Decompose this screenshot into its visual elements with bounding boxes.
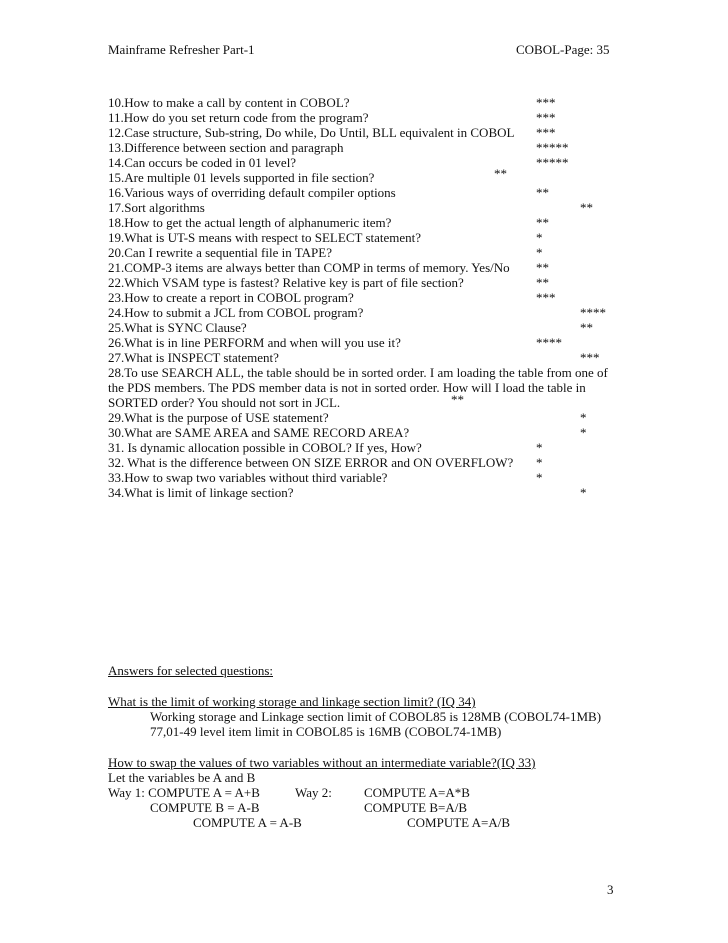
difficulty-stars: ***** bbox=[536, 155, 569, 170]
question-item: 11.How do you set return code from the program? bbox=[108, 110, 369, 125]
running-header-title: Mainframe Refresher Part-1 bbox=[108, 42, 255, 57]
difficulty-stars: **** bbox=[536, 335, 562, 350]
question-item: 20.Can I rewrite a sequential file in TAPE? bbox=[108, 245, 332, 260]
difficulty-stars: * bbox=[536, 230, 543, 245]
difficulty-stars: *** bbox=[536, 110, 556, 125]
difficulty-stars: * bbox=[536, 470, 543, 485]
question-item: 16.Various ways of overriding default compiler options bbox=[108, 185, 396, 200]
question-item: 14.Can occurs be coded in 01 level? bbox=[108, 155, 297, 170]
question-item: 10.How to make a call by content in COBOL? bbox=[108, 95, 350, 110]
difficulty-stars: ** bbox=[580, 320, 593, 335]
answer-2-intro: Let the variables be A and B bbox=[108, 770, 256, 785]
difficulty-stars: ** bbox=[536, 185, 549, 200]
question-28-line-3: SORTED order? You should not sort in JCL. bbox=[108, 395, 341, 410]
difficulty-stars: ** bbox=[536, 215, 549, 230]
question-item: 33.How to swap two variables without third variable? bbox=[108, 470, 388, 485]
question-28-line-2: the PDS members. The PDS member data is not in sorted order. How will I load the table in bbox=[108, 380, 586, 395]
difficulty-stars: ** bbox=[580, 200, 593, 215]
question-item: 12.Case structure, Sub-string, Do while, Do Until, BLL equivalent in COBOL bbox=[108, 125, 515, 140]
difficulty-stars: * bbox=[536, 440, 543, 455]
way-2-line-2: COMPUTE B=A/B bbox=[364, 800, 468, 815]
difficulty-stars: *** bbox=[536, 95, 556, 110]
difficulty-stars: * bbox=[580, 425, 587, 440]
difficulty-stars: * bbox=[536, 455, 543, 470]
question-item: 15.Are multiple 01 levels supported in file section? bbox=[108, 170, 375, 185]
question-28-line-1: 28.To use SEARCH ALL, the table should be in sorted order. I am loading the table from one of bbox=[108, 365, 608, 380]
difficulty-stars: *** bbox=[580, 350, 600, 365]
question-item: 23.How to create a report in COBOL program? bbox=[108, 290, 354, 305]
page-number: 3 bbox=[607, 882, 614, 897]
difficulty-stars: * bbox=[580, 410, 587, 425]
question-item: 22.Which VSAM type is fastest? Relative key is part of file section? bbox=[108, 275, 464, 290]
question-item: 32. What is the difference between ON SIZE ERROR and ON OVERFLOW? bbox=[108, 455, 514, 470]
question-item: 21.COMP-3 items are always better than COMP in terms of memory. Yes/No bbox=[108, 260, 510, 275]
difficulty-stars: * bbox=[536, 245, 543, 260]
answers-heading: Answers for selected questions: bbox=[108, 663, 273, 678]
question-item: 18.How to get the actual length of alphanumeric item? bbox=[108, 215, 392, 230]
question-item: 29.What is the purpose of USE statement? bbox=[108, 410, 329, 425]
way-1-line-1: Way 1: COMPUTE A = A+B bbox=[108, 785, 260, 800]
way-2-line-3: COMPUTE A=A/B bbox=[407, 815, 511, 830]
question-item: 27.What is INSPECT statement? bbox=[108, 350, 279, 365]
question-item: 31. Is dynamic allocation possible in COBOL? If yes, How? bbox=[108, 440, 422, 455]
question-item: 24.How to submit a JCL from COBOL program? bbox=[108, 305, 364, 320]
answer-1-line-2: 77,01-49 level item limit in COBOL85 is 16MB (COBOL74-1MB) bbox=[150, 724, 502, 739]
difficulty-stars: **** bbox=[580, 305, 606, 320]
way-1-line-3: COMPUTE A = A-B bbox=[193, 815, 302, 830]
question-item: 25.What is SYNC Clause? bbox=[108, 320, 247, 335]
difficulty-stars: *** bbox=[536, 125, 556, 140]
question-item: 13.Difference between section and paragraph bbox=[108, 140, 344, 155]
question-item: 34.What is limit of linkage section? bbox=[108, 485, 294, 500]
difficulty-stars: * bbox=[580, 485, 587, 500]
answer-1-question: What is the limit of working storage and linkage section limit? (IQ 34) bbox=[108, 694, 476, 709]
difficulty-stars: ***** bbox=[536, 140, 569, 155]
answer-2-question: How to swap the values of two variables without an intermediate variable?(IQ 33) bbox=[108, 755, 536, 770]
running-header-page: COBOL-Page: 35 bbox=[516, 42, 610, 57]
question-item: 19.What is UT-S means with respect to SELECT statement? bbox=[108, 230, 422, 245]
way-2-line-1: COMPUTE A=A*B bbox=[364, 785, 470, 800]
way-1-line-2: COMPUTE B = A-B bbox=[150, 800, 260, 815]
difficulty-stars: ** bbox=[494, 166, 507, 181]
question-item: 17.Sort algorithms bbox=[108, 200, 205, 215]
way-2-label: Way 2: bbox=[295, 785, 332, 800]
answer-1-line-1: Working storage and Linkage section limit of COBOL85 is 128MB (COBOL74-1MB) bbox=[150, 709, 602, 724]
difficulty-stars: ** bbox=[536, 260, 549, 275]
difficulty-stars: *** bbox=[536, 290, 556, 305]
difficulty-stars: ** bbox=[536, 275, 549, 290]
question-item: 26.What is in line PERFORM and when will you use it? bbox=[108, 335, 401, 350]
question-item: 30.What are SAME AREA and SAME RECORD AREA? bbox=[108, 425, 410, 440]
difficulty-stars: ** bbox=[451, 392, 464, 407]
